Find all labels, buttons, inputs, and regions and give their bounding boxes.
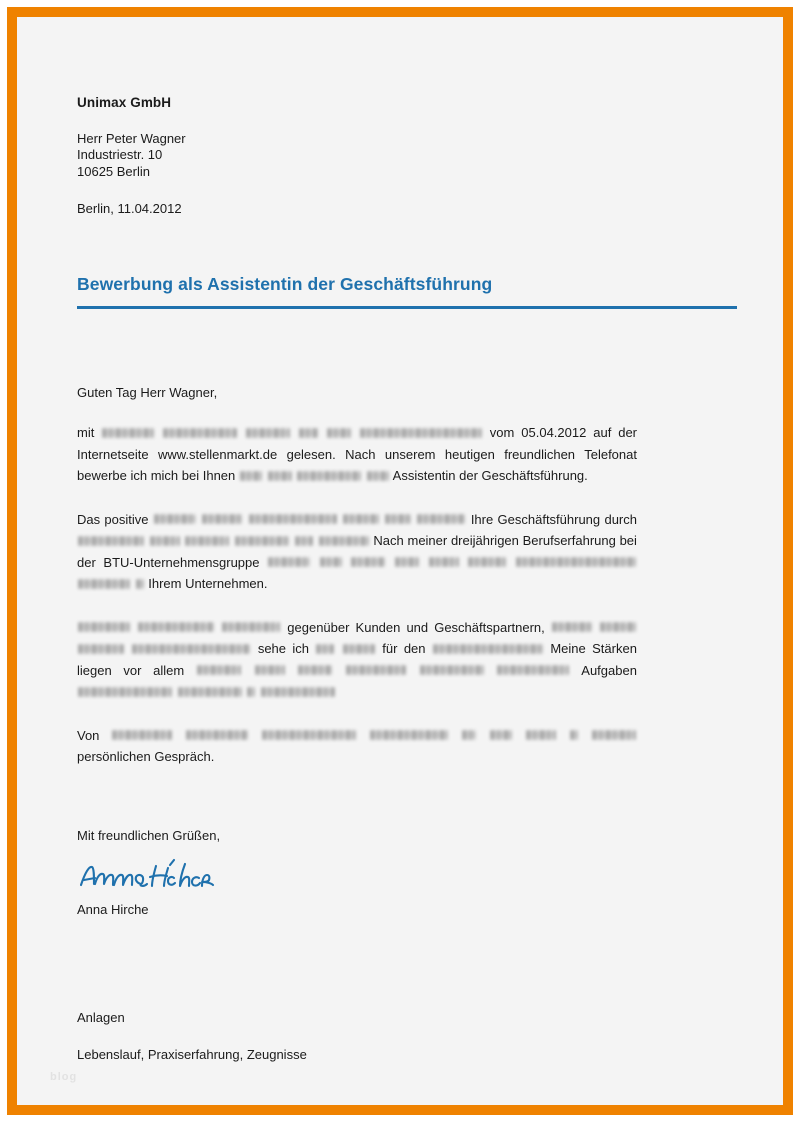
- redacted-text: [552, 622, 592, 632]
- redacted-text: [154, 514, 196, 524]
- redacted-text: [395, 557, 419, 567]
- recipient-name: Herr Peter Wagner: [77, 131, 186, 146]
- redacted-text: [429, 557, 459, 567]
- redacted-text: [132, 644, 250, 654]
- redacted-text: [197, 665, 241, 675]
- redacted-text: [240, 471, 262, 481]
- redacted-text: [255, 665, 285, 675]
- letter-content: [77, 95, 739, 1062]
- paragraph-1-text-start: mit: [77, 425, 95, 441]
- subject-line: Bewerbung als Assistentin der Geschäftsführung: [77, 274, 493, 295]
- redacted-text: [268, 557, 310, 567]
- redacted-text: [136, 579, 144, 589]
- redacted-text: [417, 514, 465, 524]
- redacted-text: [178, 687, 242, 697]
- redacted-text: [78, 536, 144, 546]
- body-paragraph-3: [77, 617, 637, 703]
- paragraph-2-text-start: Das positive: [77, 511, 149, 527]
- redacted-text: [186, 730, 248, 740]
- paragraph-3-text-first: gegenüber Kunden und Geschäftspartnern,: [287, 619, 545, 635]
- body-paragraph-2: [77, 509, 637, 595]
- redacted-text: [299, 428, 318, 438]
- paragraph-3-text-fifth: Aufgaben: [581, 662, 637, 678]
- redacted-text: [78, 579, 130, 589]
- redacted-text: [516, 557, 636, 567]
- redacted-text: [163, 428, 237, 438]
- paragraph-2-text-end: Ihrem Unternehmen.: [148, 576, 268, 592]
- redacted-text: [268, 471, 292, 481]
- paragraph-1-text-end: Assistentin der Geschäftsführung.: [392, 468, 588, 484]
- recipient-street: Industriestr. 10: [77, 147, 163, 163]
- body-paragraph-4: [77, 725, 637, 768]
- redacted-text: [600, 622, 636, 632]
- salutation: Guten Tag Herr Wagner,: [77, 385, 218, 401]
- redacted-text: [327, 428, 351, 438]
- redacted-text: [246, 428, 290, 438]
- redacted-text: [385, 514, 411, 524]
- redacted-text: [295, 536, 313, 546]
- company-name: Unimax GmbH: [77, 95, 172, 110]
- redacted-text: [468, 557, 506, 567]
- redacted-text: [316, 644, 334, 654]
- subject-underline-rule: [77, 306, 737, 309]
- redacted-text: [78, 644, 124, 654]
- recipient-address-block: [77, 131, 739, 180]
- closing-greeting: Mit freundlichen Grüßen,: [77, 827, 221, 843]
- redacted-text: [490, 730, 512, 740]
- redacted-text: [497, 665, 569, 675]
- redacted-text: [367, 471, 389, 481]
- redacted-text: [420, 665, 484, 675]
- redacted-text: [343, 644, 375, 654]
- redacted-text: [297, 471, 361, 481]
- page-border-frame: [7, 7, 793, 1115]
- signature-image: [78, 856, 238, 896]
- redacted-text: [222, 622, 280, 632]
- redacted-text: [370, 730, 448, 740]
- redacted-text: [261, 687, 335, 697]
- redacted-text: [262, 730, 356, 740]
- redacted-text: [319, 536, 369, 546]
- redacted-text: [592, 730, 636, 740]
- redacted-text: [202, 514, 242, 524]
- paragraph-3-text-second: sehe ich: [257, 641, 310, 657]
- paragraph-3-text-fourth: Meine Stärken liegen vor allem: [77, 641, 637, 678]
- paragraph-2-text-third: Nach meiner dreijährigen Berufserfahrung bei der BTU-Unternehmensgruppe: [77, 533, 637, 570]
- redacted-text: [351, 557, 385, 567]
- redacted-text: [433, 644, 543, 654]
- place-and-date: Berlin, 11.04.2012: [77, 201, 182, 217]
- redacted-text: [526, 730, 556, 740]
- recipient-city: 10625 Berlin: [77, 163, 150, 179]
- paragraph-1-text-middle: vom 05.04.2012 auf der Internetseite www.stellenmarkt.de gelesen. Nach unserem heutigen freundlichen Telefonat bewerbe ich mich bei Ihnen: [77, 425, 638, 484]
- redacted-text: [102, 428, 154, 438]
- redacted-text: [320, 557, 342, 567]
- redacted-text: [346, 665, 406, 675]
- redacted-text: [78, 687, 172, 697]
- redacted-text: [78, 622, 130, 632]
- body-paragraph-1: [77, 422, 637, 487]
- paragraph-4-text-start: Von: [77, 727, 100, 743]
- redacted-text: [360, 428, 482, 438]
- signer-name: Anna Hirche: [77, 901, 149, 917]
- redacted-text: [298, 665, 332, 675]
- redacted-text: [150, 536, 180, 546]
- redacted-text: [343, 514, 379, 524]
- watermark: blog: [50, 1071, 78, 1083]
- paragraph-4-text-end: persönlichen Gespräch.: [77, 749, 215, 765]
- redacted-text: [247, 687, 255, 697]
- redacted-text: [570, 730, 578, 740]
- attachments-heading: Anlagen: [77, 1009, 125, 1025]
- redacted-text: [249, 514, 337, 524]
- redacted-text: [185, 536, 229, 546]
- redacted-text: [235, 536, 289, 546]
- document-body: [17, 17, 783, 1105]
- attachments-list: Lebenslauf, Praxiserfahrung, Zeugnisse: [77, 1046, 307, 1062]
- paragraph-2-text-second: Ihre Geschäftsführung durch: [470, 511, 637, 527]
- paragraph-3-text-third: für den: [382, 641, 426, 657]
- redacted-text: [462, 730, 476, 740]
- redacted-text: [138, 622, 214, 632]
- redacted-text: [112, 730, 172, 740]
